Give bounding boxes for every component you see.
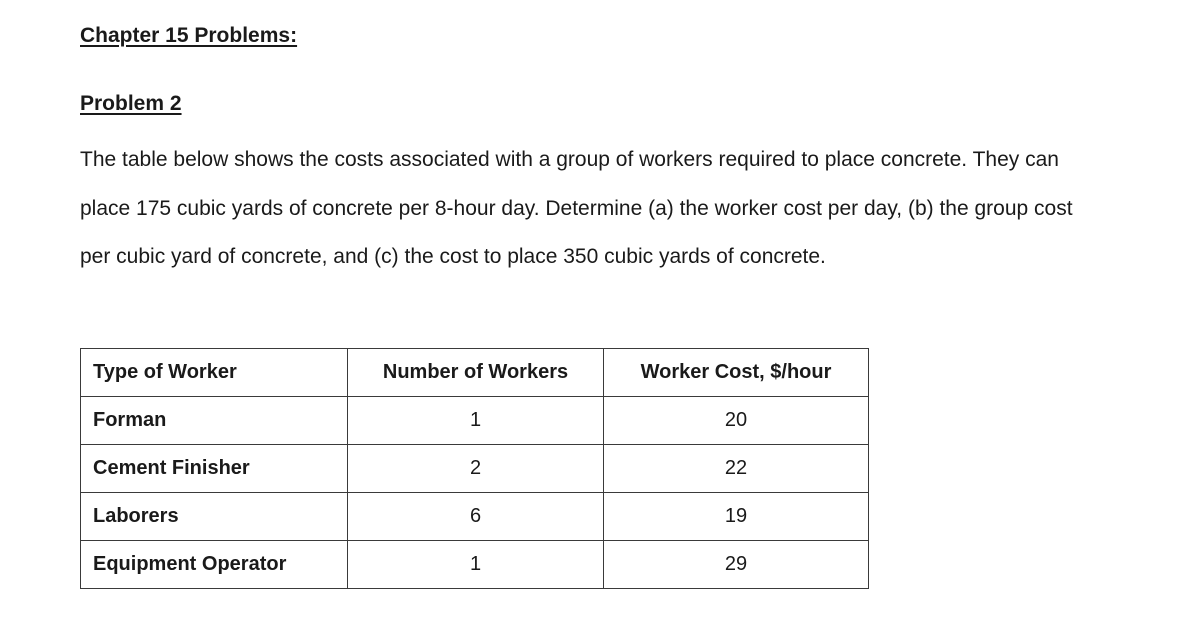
chapter-title: Chapter 15 Problems: <box>80 24 298 47</box>
problem-statement: The table below shows the costs associated with a group of workers required to place concrete. They can place 175 cubic yards of concrete per 8-hour day. Determine (a) the worker cost per day, (b) the group cost per cubic yard of concrete, and (c) the cost to place 350 cubic yards of concrete. <box>80 148 1073 268</box>
worker-type-cell: Equipment Operator <box>81 541 348 589</box>
table-row <box>81 397 869 445</box>
worker-cost-table <box>80 348 869 589</box>
worker-type-cell: Forman <box>81 397 348 445</box>
header-type-of-worker: Type of Worker <box>81 349 348 397</box>
worker-count-cell: 2 <box>348 445 604 493</box>
table-header-row <box>81 349 869 397</box>
worker-count-cell: 1 <box>348 541 604 589</box>
worker-count-cell: 6 <box>348 493 604 541</box>
worker-cost-cell: 20 <box>604 397 869 445</box>
worker-type-cell: Cement Finisher <box>81 445 348 493</box>
header-number-of-workers: Number of Workers <box>348 349 604 397</box>
header-worker-cost: Worker Cost, $/hour <box>604 349 869 397</box>
worker-cost-cell: 29 <box>604 541 869 589</box>
table-row <box>81 445 869 493</box>
worker-type-cell: Laborers <box>81 493 348 541</box>
table-row <box>81 541 869 589</box>
worker-cost-cell: 19 <box>604 493 869 541</box>
table-row <box>81 493 869 541</box>
worker-count-cell: 1 <box>348 397 604 445</box>
problem-title: Problem 2 <box>80 92 182 115</box>
worker-cost-cell: 22 <box>604 445 869 493</box>
